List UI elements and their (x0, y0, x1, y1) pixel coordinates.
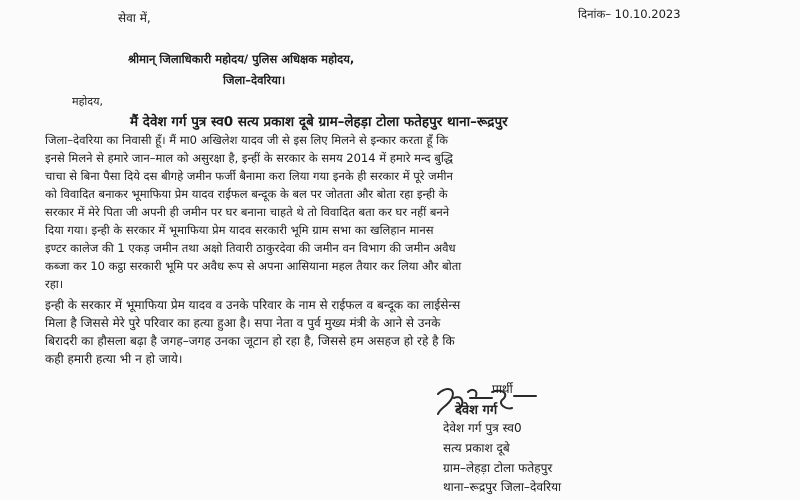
paragraph-1-line: चाचा से बिना पैसा दिये दस बीगहे जमीन फर्जी बैनामा करा लिया गया इनके ही सरकार में पूरे जमीन (45, 169, 453, 183)
paragraph-1-line: इनसे मिलने से हमारे जान–माल को असुरक्षा है, इन्हीं के सरकार के समय 2014 में हमारे मन्द बुद्धि (45, 151, 454, 165)
paragraph-1-line: को विवादित बनाकर भूमाफिया प्रेम यादव राईफल बन्दूक के बल पर जोतता और बोता रहा इन्ही के (45, 187, 448, 201)
recipient-line-1: श्रीमान् जिलाधिकारी महोदय/ पुलिस अधिक्षक महोदय, (128, 52, 355, 66)
paragraph-1-line: कब्जा कर 10 कट्ठा सरकारी भूमि पर अवैध रूप से अपना आसियाना महल तैयार कर लिया और बोता (45, 259, 462, 273)
paragraph-1-line: दिया गया। इन्ही के सरकार में भूमाफिया प्रेम यादव सरकारी भूमि ग्राम सभा का खलिहान मानस (45, 223, 434, 237)
paragraph-1-line: मैं देवेश गर्ग पुत्र स्व0 सत्य प्रकाश दूबे ग्राम–लेहड़ा टोला फतेहपुर थाना–रूद्रपुर (130, 114, 508, 130)
salutation: सेवा में, (118, 11, 151, 25)
signature-text: देवेश गर्ग (455, 403, 498, 418)
recipient-line-2: जिला–देवरिया। (223, 73, 286, 87)
letter-date: दिनांक– 10.10.2023 (578, 7, 681, 21)
sender-line: देवेश गर्ग पुत्र स्व0 (443, 421, 522, 435)
paragraph-2-line: बिरादरी का हौसला बढ़ा है जगह–जगह उनका जूटान हो रहा है, जिससे हम असहज हो रहे है कि (45, 334, 455, 348)
sender-line: ग्राम–लेहड़ा टोला फतेहपुर (443, 461, 553, 475)
paragraph-1-line: जिला–देवरिया का निवासी हूँ। मैं मा0 अखिलेश यादव जी से इस लिए मिलने से इन्कार करता हूँ कि (45, 133, 448, 147)
greeting: महोदय, (72, 95, 103, 108)
sender-line: सत्य प्रकाश दूबे (443, 441, 510, 455)
paragraph-1-line: रहा। (45, 277, 64, 291)
applicant-label: प्रार्थी (492, 382, 513, 396)
paragraph-2-line: मिला है जिससे मेरे पुरे परिवार का हत्या हुआ है। सपा नेता व पुर्व मुख्य मंत्री के आने से उनके (45, 316, 441, 330)
paragraph-1-line: सरकार में मेरे पिता जी अपनी ही जमीन पर घर बनाना चाहते थे तो विवादित बता कर घर नहीं बनने (45, 205, 450, 219)
sender-line: थाना–रूद्रपुर जिला–देवरिया (443, 480, 562, 494)
paragraph-2-line: इन्ही के सरकार में भूमाफिया प्रेम यादव व उनके परिवार के नाम से राईफल व बन्दूक का लाईसेन्स (45, 298, 461, 312)
paragraph-2-line: कही हमारी हत्या भी न हो जाये। (45, 352, 183, 366)
paragraph-1-line: इण्टर कालेज की 1 एकड़ जमीन तथा अक्षो तिवारी ठाकुरदेवा की जमीन वन विभाग की जमीन अवैध (45, 241, 456, 255)
